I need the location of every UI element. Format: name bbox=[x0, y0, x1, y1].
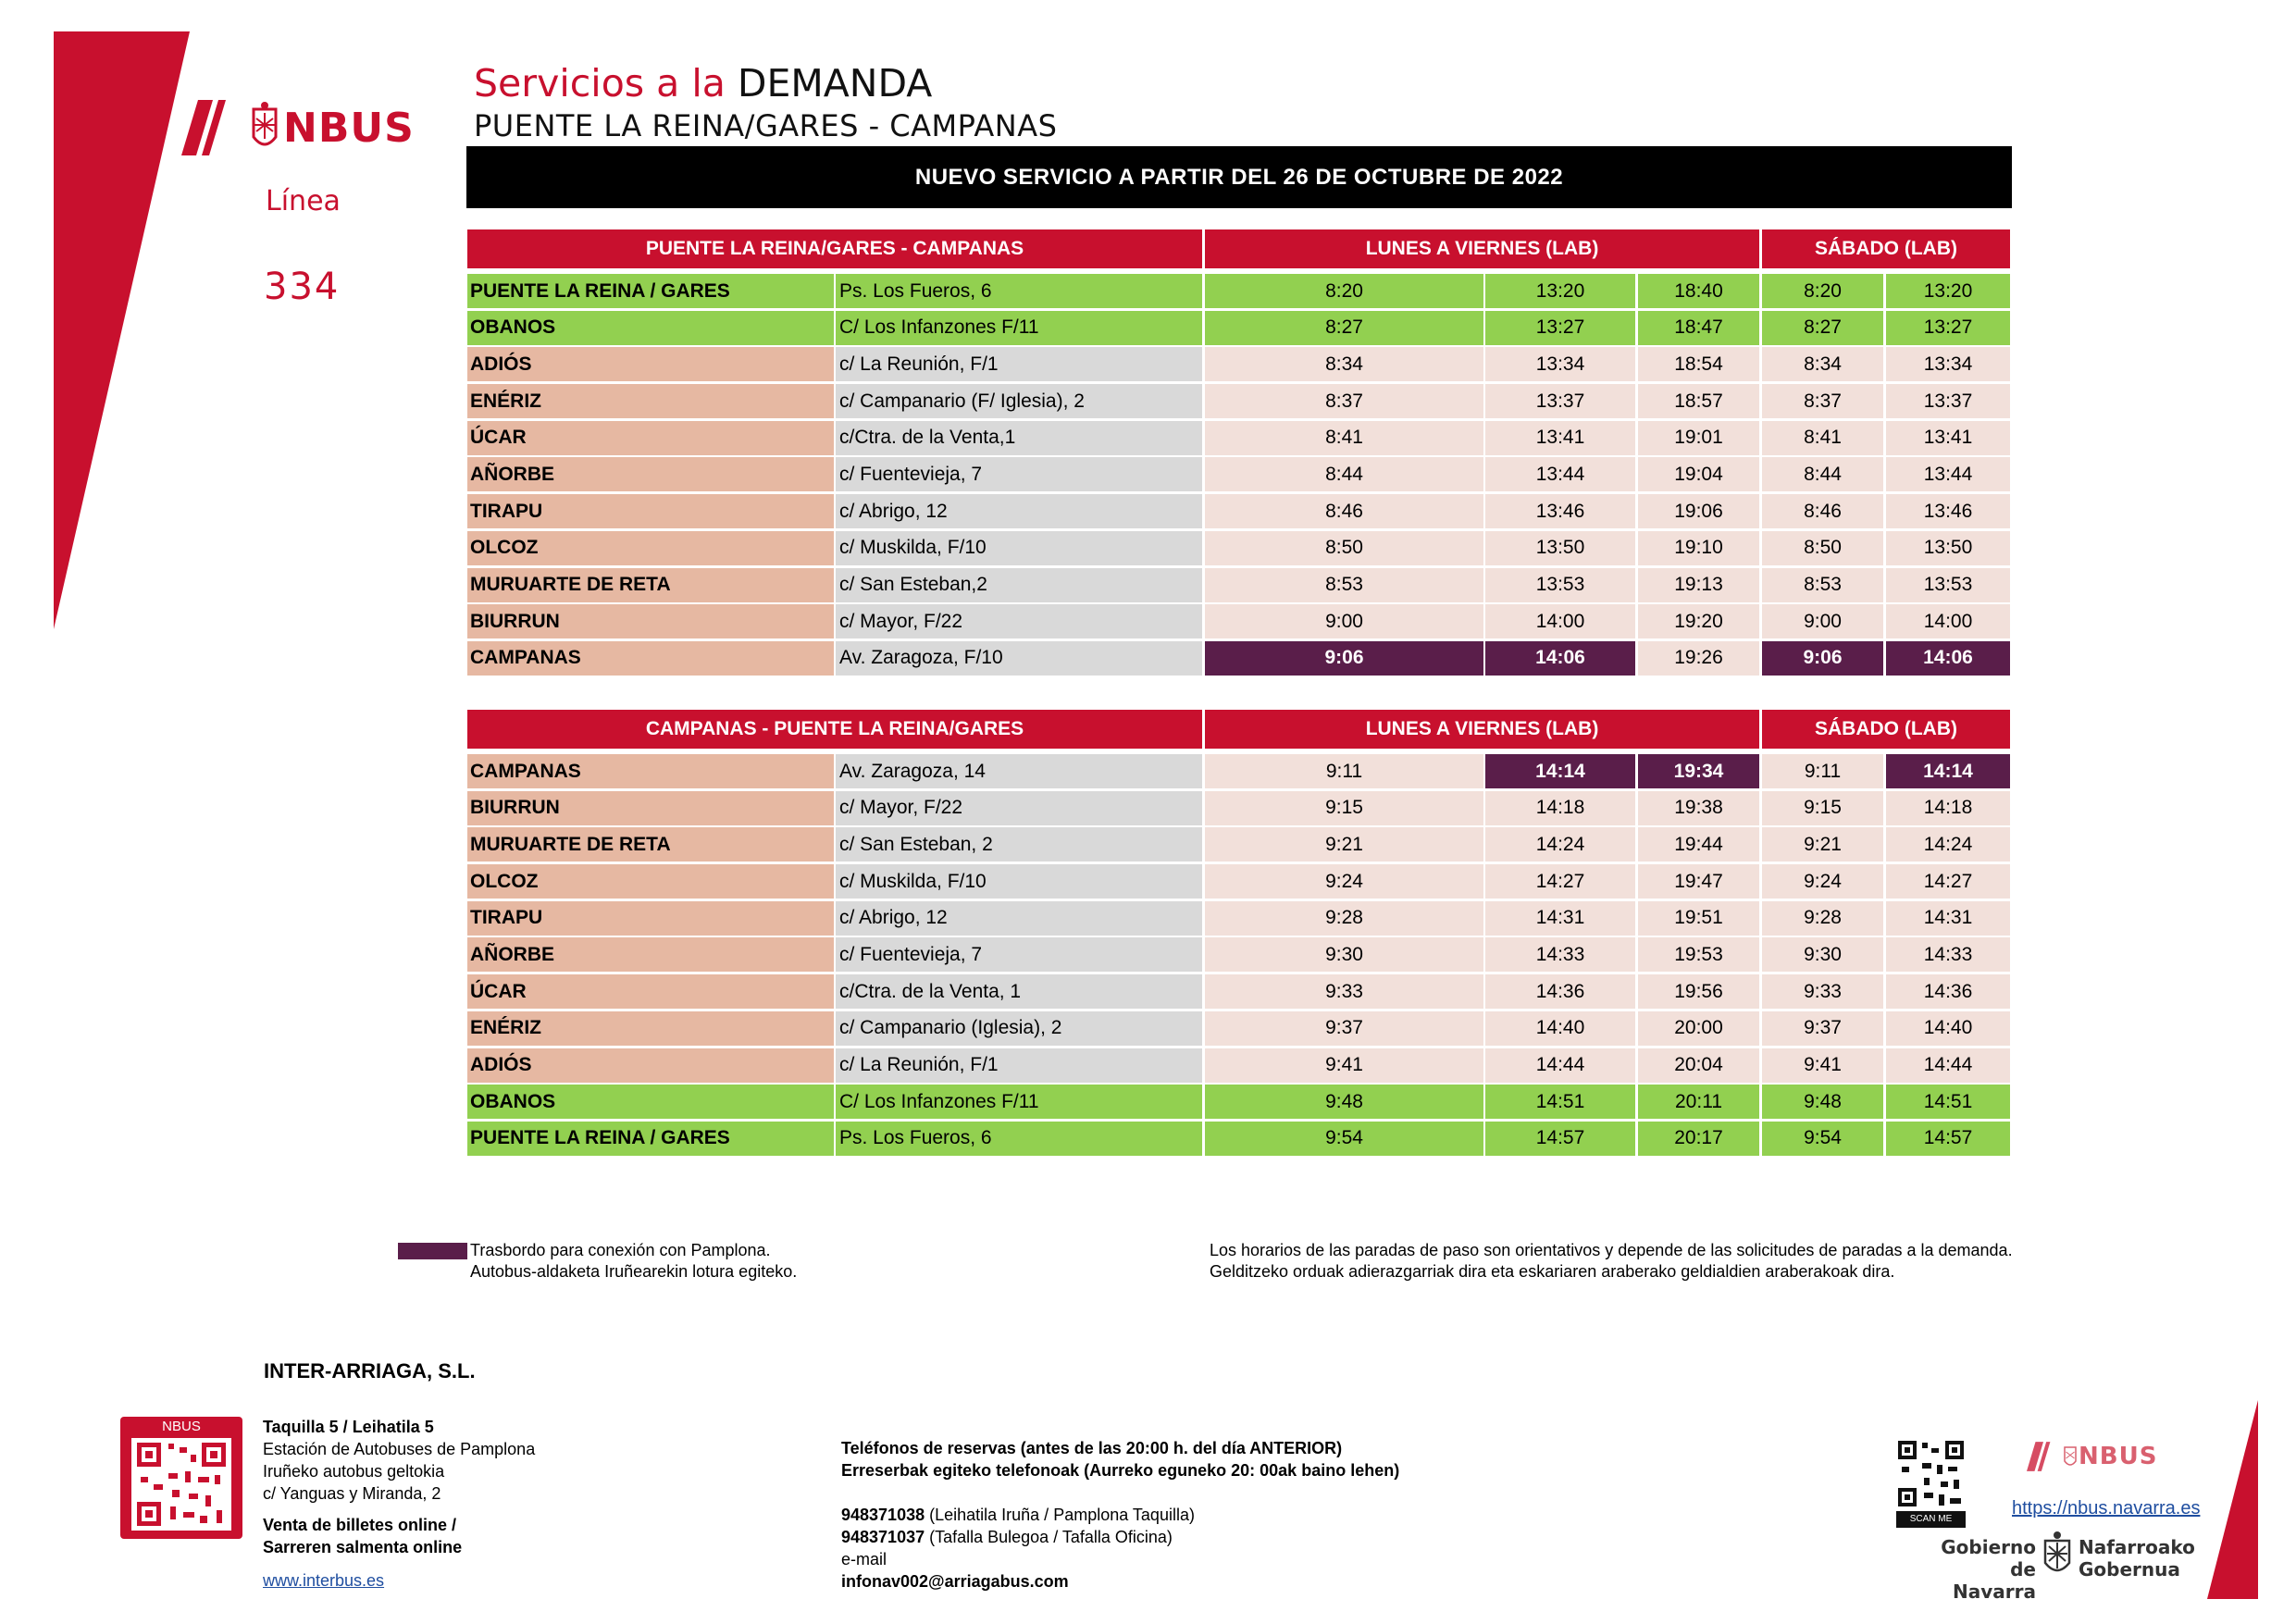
departure-time: 9:30 bbox=[1762, 937, 1883, 972]
phone-2-desc: (Tafalla Bulegoa / Tafalla Oficina) bbox=[925, 1528, 1173, 1546]
stop-name: AÑORBE bbox=[467, 937, 834, 972]
stop-name: OBANOS bbox=[467, 311, 834, 345]
departure-time: 13:37 bbox=[1485, 384, 1635, 418]
table-header bbox=[467, 710, 2010, 754]
table-row bbox=[467, 421, 2010, 458]
table-row bbox=[467, 827, 2010, 864]
right-red-banner bbox=[2207, 1400, 2258, 1599]
scan-me-label: SCAN ME bbox=[1896, 1511, 1966, 1528]
departure-time: 13:41 bbox=[1886, 421, 2010, 455]
nbus-logo-footer bbox=[2027, 1440, 2157, 1473]
stop-name: ENÉRIZ bbox=[467, 1011, 834, 1046]
title-part1: Servicios a la bbox=[474, 61, 738, 105]
departure-time: 8:34 bbox=[1762, 347, 1883, 381]
departure-time: 14:51 bbox=[1485, 1085, 1635, 1119]
departure-time: 9:24 bbox=[1762, 864, 1883, 899]
route-subtitle: PUENTE LA REINA/GARES - CAMPANAS bbox=[474, 108, 1058, 143]
legend-line-1: Trasbordo para conexión con Pamplona. bbox=[470, 1241, 771, 1259]
stop-name: ÚCAR bbox=[467, 974, 834, 1009]
phone-line-2 bbox=[841, 1526, 1399, 1548]
departure-time: 9:00 bbox=[1205, 604, 1483, 638]
stop-name: ÚCAR bbox=[467, 421, 834, 455]
departure-time: 14:44 bbox=[1485, 1048, 1635, 1083]
departure-time: 19:56 bbox=[1638, 974, 1759, 1009]
departure-time: 9:41 bbox=[1762, 1048, 1883, 1083]
title-part2: DEMANDA bbox=[737, 61, 933, 105]
departure-time: 18:40 bbox=[1638, 274, 1759, 308]
departure-time-transfer: 14:06 bbox=[1485, 641, 1635, 676]
nbus-url-link[interactable]: https://nbus.navarra.es bbox=[2012, 1498, 2201, 1519]
sales-line-2: Sarreren salmenta online bbox=[263, 1538, 463, 1556]
departure-time-transfer: 9:06 bbox=[1205, 641, 1483, 676]
nbus-stripes-icon bbox=[2027, 1440, 2060, 1473]
departure-time: 13:50 bbox=[1485, 531, 1635, 565]
website-link[interactable]: www.interbus.es bbox=[263, 1571, 385, 1590]
departure-time: 8:37 bbox=[1762, 384, 1883, 418]
departure-time: 13:37 bbox=[1886, 384, 2010, 418]
nbus-logo-text: NBUS bbox=[283, 104, 415, 152]
departure-time: 14:40 bbox=[1886, 1011, 2010, 1046]
table-row bbox=[467, 274, 2010, 311]
stop-name: OBANOS bbox=[467, 1085, 834, 1119]
reservation-info bbox=[841, 1437, 1399, 1593]
departure-time: 14:24 bbox=[1886, 827, 2010, 862]
departure-time: 8:46 bbox=[1762, 494, 1883, 528]
stop-name: ADIÓS bbox=[467, 347, 834, 381]
departure-time: 19:51 bbox=[1638, 901, 1759, 936]
timetable-inbound bbox=[467, 710, 2010, 1159]
qr-card-label: NBUS bbox=[162, 1419, 201, 1434]
departure-time: 13:53 bbox=[1485, 568, 1635, 602]
table-row bbox=[467, 347, 2010, 384]
departure-time: 13:44 bbox=[1886, 457, 2010, 491]
table-row bbox=[467, 641, 2010, 678]
navarra-shield-icon bbox=[2062, 1443, 2079, 1470]
office-line-3: c/ Yanguas y Miranda, 2 bbox=[263, 1484, 441, 1503]
email-address[interactable]: infonav002@arriagabus.com bbox=[841, 1572, 1069, 1591]
table-row bbox=[467, 604, 2010, 641]
table-row bbox=[467, 568, 2010, 605]
departure-time: 13:27 bbox=[1886, 311, 2010, 345]
table-body bbox=[467, 274, 2010, 678]
service-banner: NUEVO SERVICIO A PARTIR DEL 26 DE OCTUBRE DE 2022 bbox=[466, 146, 2012, 208]
stop-name: MURUARTE DE RETA bbox=[467, 827, 834, 862]
departure-time: 14:33 bbox=[1886, 937, 2010, 972]
stop-name: PUENTE LA REINA / GARES bbox=[467, 274, 834, 308]
table-row bbox=[467, 1011, 2010, 1048]
departure-time: 8:41 bbox=[1205, 421, 1483, 455]
departure-time: 14:57 bbox=[1485, 1122, 1635, 1156]
gov-navarra-eu bbox=[2079, 1536, 2195, 1581]
office-line-2: Iruñeko autobus geltokia bbox=[263, 1462, 445, 1481]
header-saturday: SÁBADO (LAB) bbox=[1762, 710, 2010, 749]
phone-2-number[interactable]: 948371037 bbox=[841, 1528, 925, 1546]
departure-time: 19:20 bbox=[1638, 604, 1759, 638]
departure-time: 14:00 bbox=[1886, 604, 2010, 638]
stop-name: PUENTE LA REINA / GARES bbox=[467, 1122, 834, 1156]
departure-time: 14:27 bbox=[1886, 864, 2010, 899]
departure-time: 14:00 bbox=[1485, 604, 1635, 638]
departure-time: 13:50 bbox=[1886, 531, 2010, 565]
departure-time: 8:50 bbox=[1205, 531, 1483, 565]
departure-time: 13:46 bbox=[1886, 494, 2010, 528]
departure-time: 9:00 bbox=[1762, 604, 1883, 638]
header-route: CAMPANAS - PUENTE LA REINA/GARES bbox=[467, 710, 1202, 749]
header-weekdays: LUNES A VIERNES (LAB) bbox=[1205, 710, 1759, 749]
email-label: e-mail bbox=[841, 1550, 887, 1568]
departure-time-transfer: 14:14 bbox=[1886, 754, 2010, 788]
table-row bbox=[467, 754, 2010, 791]
departure-time: 13:20 bbox=[1886, 274, 2010, 308]
table-row bbox=[467, 974, 2010, 1011]
departure-time: 14:27 bbox=[1485, 864, 1635, 899]
stop-address: Av. Zaragoza, F/10 bbox=[836, 641, 1202, 676]
departure-time: 13:44 bbox=[1485, 457, 1635, 491]
departure-time: 9:54 bbox=[1205, 1122, 1483, 1156]
departure-time: 14:40 bbox=[1485, 1011, 1635, 1046]
departure-time-transfer: 14:06 bbox=[1886, 641, 2010, 676]
table-row bbox=[467, 311, 2010, 348]
departure-time: 13:34 bbox=[1485, 347, 1635, 381]
table-row bbox=[467, 494, 2010, 531]
departure-time: 14:24 bbox=[1485, 827, 1635, 862]
line-number: 334 bbox=[264, 266, 341, 308]
stop-address: c/ Fuentevieja, 7 bbox=[836, 457, 1202, 491]
header-route: PUENTE LA REINA/GARES - CAMPANAS bbox=[467, 229, 1202, 268]
stop-name: OLCOZ bbox=[467, 864, 834, 899]
office-line-1: Estación de Autobuses de Pamplona bbox=[263, 1440, 536, 1458]
navarra-coat-of-arms-icon bbox=[2041, 1530, 2074, 1578]
stop-address: c/ Mayor, F/22 bbox=[836, 791, 1202, 825]
departure-time: 19:44 bbox=[1638, 827, 1759, 862]
departure-time: 9:37 bbox=[1205, 1011, 1483, 1046]
stop-name: TIRAPU bbox=[467, 901, 834, 936]
note-line-1: Los horarios de las paradas de paso son orientativos y depende de las solicitudes de paradas a la demanda. bbox=[1210, 1241, 2013, 1259]
departure-time: 14:57 bbox=[1886, 1122, 2010, 1156]
stop-address: c/Ctra. de la Venta,1 bbox=[836, 421, 1202, 455]
departure-time: 13:53 bbox=[1886, 568, 2010, 602]
departure-time: 9:21 bbox=[1762, 827, 1883, 862]
table-row bbox=[467, 531, 2010, 568]
departure-time: 9:24 bbox=[1205, 864, 1483, 899]
departure-time: 20:17 bbox=[1638, 1122, 1759, 1156]
table-row bbox=[467, 864, 2010, 901]
departure-time: 9:30 bbox=[1205, 937, 1483, 972]
departure-time: 14:33 bbox=[1485, 937, 1635, 972]
departure-time: 14:31 bbox=[1485, 901, 1635, 936]
header-saturday: SÁBADO (LAB) bbox=[1762, 229, 2010, 268]
line-label: Línea bbox=[266, 185, 341, 217]
qr-code-icon bbox=[131, 1438, 231, 1531]
nbus-stripes-icon bbox=[181, 96, 244, 159]
page-title bbox=[474, 61, 932, 105]
header-weekdays: LUNES A VIERNES (LAB) bbox=[1205, 229, 1759, 268]
phone-1-desc: (Leihatila Iruña / Pamplona Taquilla) bbox=[925, 1506, 1195, 1524]
departure-time: 8:50 bbox=[1762, 531, 1883, 565]
departure-time: 8:44 bbox=[1205, 457, 1483, 491]
departure-time: 13:20 bbox=[1485, 274, 1635, 308]
stop-name: AÑORBE bbox=[467, 457, 834, 491]
stop-name: BIURRUN bbox=[467, 791, 834, 825]
gov-eu-line-2: Gobernua bbox=[2079, 1558, 2180, 1581]
departure-time: 8:20 bbox=[1762, 274, 1883, 308]
departure-time: 8:53 bbox=[1205, 568, 1483, 602]
table-row bbox=[467, 791, 2010, 828]
table-row bbox=[467, 1122, 2010, 1159]
stop-address: C/ Los Infanzones F/11 bbox=[836, 1085, 1202, 1119]
departure-time: 9:41 bbox=[1205, 1048, 1483, 1083]
departure-time: 9:28 bbox=[1205, 901, 1483, 936]
gov-es-line-2: de Navarra bbox=[1953, 1558, 2036, 1603]
departure-time: 19:26 bbox=[1638, 641, 1759, 676]
left-red-banner bbox=[54, 31, 190, 629]
departure-time: 9:48 bbox=[1762, 1085, 1883, 1119]
departure-time: 8:53 bbox=[1762, 568, 1883, 602]
schedule-note bbox=[1210, 1240, 2013, 1283]
departure-time: 9:48 bbox=[1205, 1085, 1483, 1119]
departure-time: 18:57 bbox=[1638, 384, 1759, 418]
scan-me-qr[interactable] bbox=[1896, 1439, 1966, 1528]
departure-time: 9:33 bbox=[1205, 974, 1483, 1009]
departure-time: 8:46 bbox=[1205, 494, 1483, 528]
departure-time: 9:37 bbox=[1762, 1011, 1883, 1046]
phone-1-number[interactable]: 948371038 bbox=[841, 1506, 925, 1524]
departure-time: 8:20 bbox=[1205, 274, 1483, 308]
stop-address: c/ Campanario (Iglesia), 2 bbox=[836, 1011, 1202, 1046]
nbus-qr-card[interactable] bbox=[120, 1417, 242, 1539]
departure-time: 18:47 bbox=[1638, 311, 1759, 345]
timetable-outbound bbox=[467, 229, 2010, 678]
departure-time: 20:00 bbox=[1638, 1011, 1759, 1046]
navarra-shield-icon bbox=[248, 100, 281, 155]
table-body bbox=[467, 754, 2010, 1159]
stop-address: Ps. Los Fueros, 6 bbox=[836, 1122, 1202, 1156]
stop-address: C/ Los Infanzones F/11 bbox=[836, 311, 1202, 345]
gov-es-line-1: Gobierno bbox=[1941, 1536, 2036, 1558]
table-header bbox=[467, 229, 2010, 274]
transfer-legend-swatch bbox=[398, 1243, 467, 1259]
departure-time: 14:31 bbox=[1886, 901, 2010, 936]
table-row bbox=[467, 1048, 2010, 1085]
departure-time: 19:10 bbox=[1638, 531, 1759, 565]
departure-time: 19:06 bbox=[1638, 494, 1759, 528]
departure-time-transfer: 19:34 bbox=[1638, 754, 1759, 788]
departure-time: 19:38 bbox=[1638, 791, 1759, 825]
departure-time: 8:34 bbox=[1205, 347, 1483, 381]
table-row bbox=[467, 901, 2010, 938]
stop-address: c/ Muskilda, F/10 bbox=[836, 864, 1202, 899]
departure-time: 9:33 bbox=[1762, 974, 1883, 1009]
phone-line-1 bbox=[841, 1504, 1399, 1526]
note-line-2: Gelditzeko orduak adierazgarriak dira eta eskariaren araberako geldialdien araberakoak dira. bbox=[1210, 1262, 1895, 1281]
departure-time: 9:15 bbox=[1762, 791, 1883, 825]
gov-eu-line-1: Nafarroako bbox=[2079, 1536, 2195, 1558]
company-name: INTER-ARRIAGA, S.L. bbox=[264, 1359, 476, 1382]
departure-time: 8:27 bbox=[1205, 311, 1483, 345]
departure-time: 8:37 bbox=[1205, 384, 1483, 418]
ticket-office-info bbox=[263, 1416, 535, 1592]
stop-address: c/ Fuentevieja, 7 bbox=[836, 937, 1202, 972]
departure-time: 13:46 bbox=[1485, 494, 1635, 528]
office-title: Taquilla 5 / Leihatila 5 bbox=[263, 1418, 434, 1436]
stop-address: Ps. Los Fueros, 6 bbox=[836, 274, 1202, 308]
stop-name: MURUARTE DE RETA bbox=[467, 568, 834, 602]
phones-title-es: Teléfonos de reservas (antes de las 20:00 h. del día ANTERIOR) bbox=[841, 1439, 1343, 1457]
departure-time: 14:51 bbox=[1886, 1085, 2010, 1119]
departure-time: 19:13 bbox=[1638, 568, 1759, 602]
departure-time: 14:36 bbox=[1485, 974, 1635, 1009]
stop-name: TIRAPU bbox=[467, 494, 834, 528]
stop-address: c/ Muskilda, F/10 bbox=[836, 531, 1202, 565]
departure-time: 9:15 bbox=[1205, 791, 1483, 825]
departure-time: 9:11 bbox=[1205, 754, 1483, 788]
departure-time: 8:41 bbox=[1762, 421, 1883, 455]
stop-name: BIURRUN bbox=[467, 604, 834, 638]
departure-time: 9:11 bbox=[1762, 754, 1883, 788]
stop-address: c/ Campanario (F/ Iglesia), 2 bbox=[836, 384, 1202, 418]
stop-name: ADIÓS bbox=[467, 1048, 834, 1083]
stop-address: Av. Zaragoza, 14 bbox=[836, 754, 1202, 788]
stop-name: OLCOZ bbox=[467, 531, 834, 565]
stop-name: CAMPANAS bbox=[467, 641, 834, 676]
stop-name: ENÉRIZ bbox=[467, 384, 834, 418]
gov-navarra-es bbox=[1925, 1536, 2036, 1603]
stop-address: c/ Mayor, F/22 bbox=[836, 604, 1202, 638]
departure-time: 19:47 bbox=[1638, 864, 1759, 899]
departure-time: 20:11 bbox=[1638, 1085, 1759, 1119]
stop-address: c/ Abrigo, 12 bbox=[836, 901, 1202, 936]
legend-line-2: Autobus-aldaketa Iruñearekin lotura egiteko. bbox=[470, 1262, 798, 1281]
departure-time: 13:34 bbox=[1886, 347, 2010, 381]
departure-time: 19:01 bbox=[1638, 421, 1759, 455]
departure-time: 9:54 bbox=[1762, 1122, 1883, 1156]
departure-time: 20:04 bbox=[1638, 1048, 1759, 1083]
departure-time: 8:27 bbox=[1762, 311, 1883, 345]
departure-time: 9:28 bbox=[1762, 901, 1883, 936]
stop-address: c/ San Esteban, 2 bbox=[836, 827, 1202, 862]
departure-time: 9:21 bbox=[1205, 827, 1483, 862]
stop-address: c/ Abrigo, 12 bbox=[836, 494, 1202, 528]
nbus-logo-text: NBUS bbox=[2079, 1443, 2158, 1470]
table-row bbox=[467, 1085, 2010, 1122]
departure-time: 14:18 bbox=[1886, 791, 2010, 825]
departure-time: 19:53 bbox=[1638, 937, 1759, 972]
departure-time: 18:54 bbox=[1638, 347, 1759, 381]
stop-address: c/Ctra. de la Venta, 1 bbox=[836, 974, 1202, 1009]
stop-address: c/ La Reunión, F/1 bbox=[836, 1048, 1202, 1083]
departure-time: 13:41 bbox=[1485, 421, 1635, 455]
departure-time: 19:04 bbox=[1638, 457, 1759, 491]
stop-address: c/ San Esteban,2 bbox=[836, 568, 1202, 602]
table-row bbox=[467, 457, 2010, 494]
sales-line-1: Venta de billetes online / bbox=[263, 1516, 457, 1534]
table-row bbox=[467, 384, 2010, 421]
departure-time: 8:44 bbox=[1762, 457, 1883, 491]
qr-code-icon bbox=[1896, 1439, 1966, 1509]
departure-time: 14:18 bbox=[1485, 791, 1635, 825]
departure-time: 14:36 bbox=[1886, 974, 2010, 1009]
nbus-logo bbox=[181, 96, 415, 159]
departure-time: 14:44 bbox=[1886, 1048, 2010, 1083]
stop-name: CAMPANAS bbox=[467, 754, 834, 788]
stop-address: c/ La Reunión, F/1 bbox=[836, 347, 1202, 381]
phones-title-eu: Erreserbak egiteko telefonoak (Aurreko eguneko 20: 00ak baino lehen) bbox=[841, 1461, 1400, 1480]
departure-time-transfer: 9:06 bbox=[1762, 641, 1883, 676]
departure-time: 13:27 bbox=[1485, 311, 1635, 345]
departure-time-transfer: 14:14 bbox=[1485, 754, 1635, 788]
transfer-legend-text bbox=[470, 1240, 797, 1283]
table-row bbox=[467, 937, 2010, 974]
